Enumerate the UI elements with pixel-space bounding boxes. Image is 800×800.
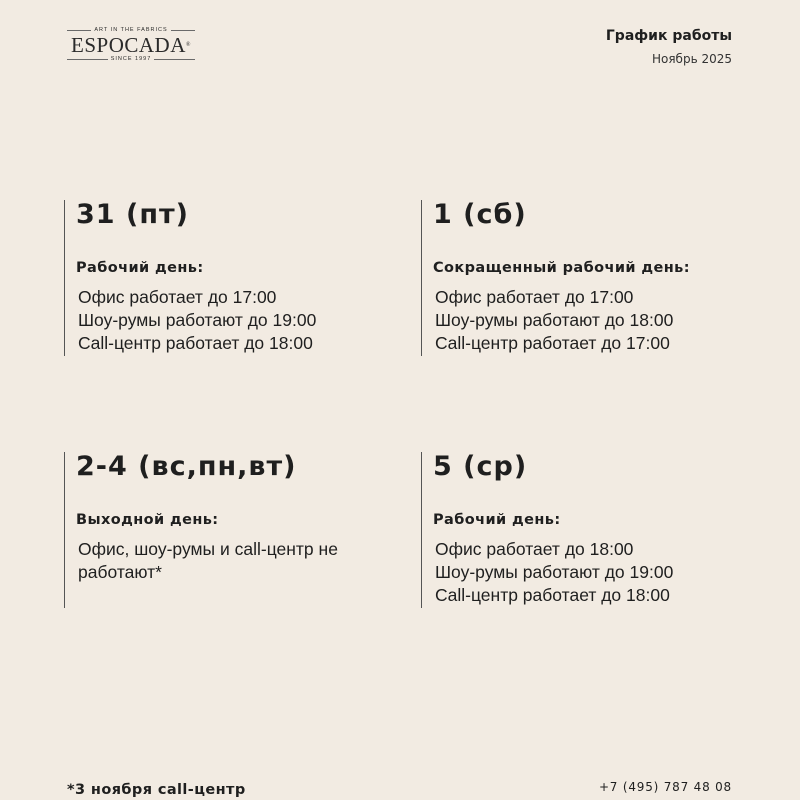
day-heading: 5 (ср) bbox=[433, 451, 528, 482]
day-type-label: Выходной день: bbox=[76, 512, 219, 528]
day-heading: 31 (пт) bbox=[76, 199, 189, 230]
hours-list bbox=[76, 538, 378, 584]
schedule-block-5 bbox=[421, 452, 673, 608]
logo-tagline: ART IN THE FABRICS bbox=[67, 27, 195, 34]
hours-line: Офис работает до 17:00 bbox=[435, 287, 634, 307]
brand-logo bbox=[67, 27, 195, 63]
hours-line: Шоу-румы работают до 19:00 bbox=[435, 562, 674, 582]
hours-line: Шоу-румы работают до 18:00 bbox=[435, 310, 674, 330]
hours-line: Офис работает до 17:00 bbox=[78, 287, 277, 307]
schedule-header bbox=[606, 27, 732, 67]
day-heading: 1 (сб) bbox=[433, 199, 527, 230]
day-type-label: Сокращенный рабочий день: bbox=[433, 260, 690, 276]
hours-line: Офис, шоу-румы и call-центр не работают* bbox=[78, 539, 338, 582]
hours-line: Офис работает до 18:00 bbox=[435, 539, 634, 559]
day-type-label: Рабочий день: bbox=[433, 512, 561, 528]
page-subtitle: Ноябрь 2025 bbox=[651, 52, 732, 66]
day-type-label: Рабочий день: bbox=[76, 260, 204, 276]
hours-line: Шоу-румы работают до 19:00 bbox=[78, 310, 317, 330]
hours-line: Call-центр работает до 18:00 bbox=[435, 585, 670, 605]
hours-line: Call-центр работает до 17:00 bbox=[435, 333, 670, 353]
hours-list bbox=[433, 286, 690, 355]
day-heading: 2-4 (вс,пн,вт) bbox=[76, 451, 297, 482]
logo-name: ESPOCADA® bbox=[71, 33, 191, 57]
page-title: График работы bbox=[605, 28, 732, 44]
schedule-block-1 bbox=[421, 200, 690, 356]
footnote: *3 ноября call-центр bbox=[67, 782, 246, 798]
hours-list bbox=[76, 286, 316, 355]
hours-list bbox=[433, 538, 673, 607]
hours-line: Call-центр работает до 18:00 bbox=[78, 333, 313, 353]
schedule-block-31 bbox=[64, 200, 316, 356]
logo-since: SINCE 1997 bbox=[67, 56, 195, 63]
schedule-block-2-4 bbox=[64, 452, 378, 608]
phone-number: +7 (495) 787 48 08 bbox=[598, 780, 732, 794]
